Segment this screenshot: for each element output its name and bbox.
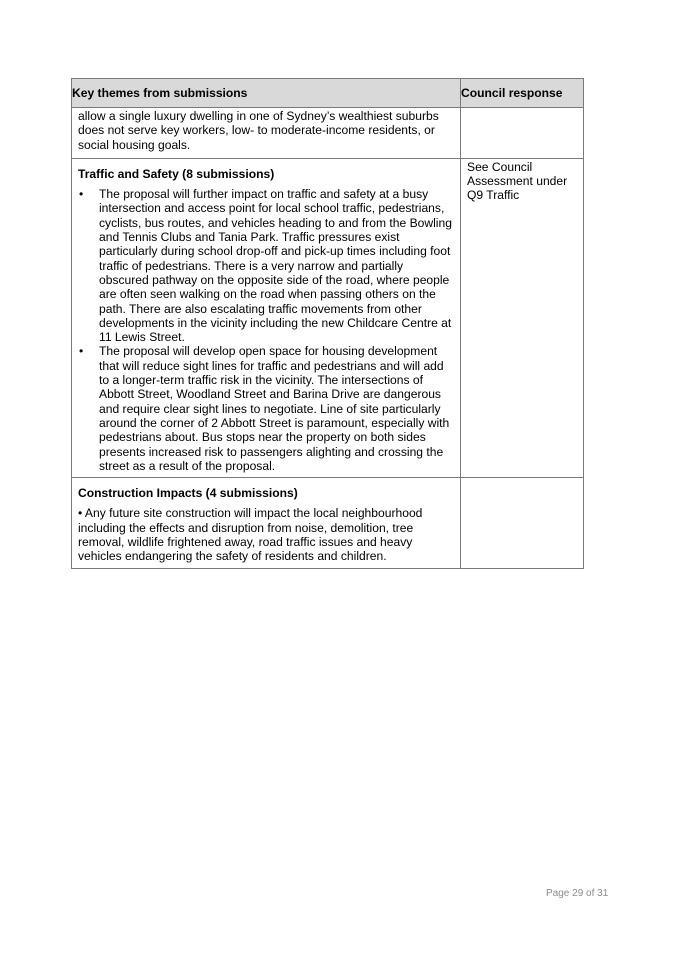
header-key-themes: Key themes from submissions <box>72 79 461 108</box>
table-row <box>72 108 584 159</box>
page-number: Page 29 of 31 <box>546 888 609 899</box>
response-cell <box>461 158 584 477</box>
submissions-table <box>71 78 584 569</box>
response-cell <box>461 478 584 568</box>
response-text: See Council Assessment under Q9 Traffic <box>467 159 568 203</box>
bullet-text: The proposal will further impact on traffic and safety at a busy intersection and access point for local school traffic, pedestrians, cyclists, bus routes, and vehicles heading to and from the Bowling and Tennis Clubs and Tania Park. Traffic pressures exist particularly during school drop-off and pick-up times including foot traffic of pedestrians. There is a very narrow and partially obscured pathway on the opposite side of the road, where people are often seen walking on the road when passing others on the path. There are also escalating traffic movements from other developments in the vicinity including the new Childcare Centre at 11 Lewis Street. <box>99 187 452 345</box>
theme-cell <box>72 478 461 568</box>
bullet-list <box>78 187 454 473</box>
table-header-row <box>72 79 584 108</box>
bullet-icon: • <box>79 187 84 202</box>
bullet-text: The proposal will develop open space for housing development that will reduce sight lines for traffic and pedestrians and will add to a longer-term traffic risk in the vicinity. The intersections of Abbott Street, Woodland Street and Barina Drive are dangerous and require clear sight lines to negotiate. Line of site particularly around the corner of 2 Abbott Street is paramount, especially with pedestrians about. Bus stops near the property on both sides presents increased risk to passengers alighting and crossing the street as a result of the proposal. <box>99 344 450 473</box>
header-council-response: Council response <box>461 79 584 108</box>
response-text <box>461 108 583 110</box>
theme-heading: Construction Impacts (4 submissions) <box>78 486 298 501</box>
list-item <box>78 344 454 473</box>
table-row <box>72 158 584 477</box>
response-cell <box>461 108 584 159</box>
theme-text: • Any future site construction will impact the local neighbourhood including the effects and disruption from noise, demolition, tree removal, wildlife frightened away, road traffic issues and heavy vehicles endangering the safety of residents and children. <box>78 506 423 564</box>
response-text <box>461 478 583 480</box>
bullet-icon: • <box>79 344 84 359</box>
list-item <box>78 187 454 344</box>
theme-cell <box>72 158 461 477</box>
theme-text: allow a single luxury dwelling in one of Sydney’s wealthiest suburbs does not serve key workers, low- to moderate-income residents, or social housing goals. <box>78 109 439 152</box>
theme-heading: Traffic and Safety (8 submissions) <box>78 166 275 181</box>
theme-cell <box>72 108 461 159</box>
table-row <box>72 478 584 568</box>
